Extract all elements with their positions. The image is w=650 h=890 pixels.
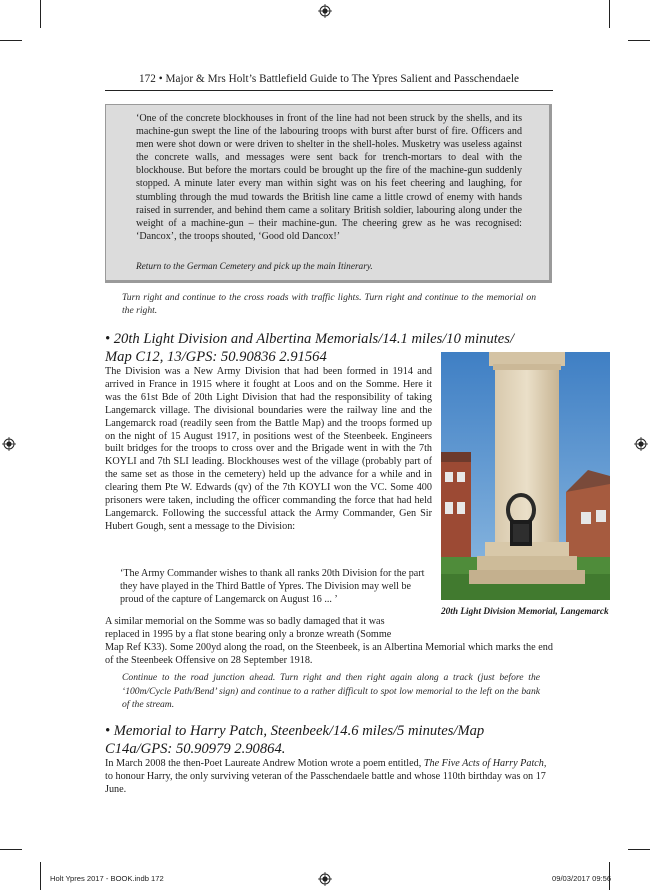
section-heading xyxy=(105,722,565,758)
body-paragraph: Map Ref K33). Some 200yd along the road, on the Steenbeek, is an Albertina Memorial which marks the end of the Steenbeek Offensive on 28 September 1918. xyxy=(105,642,553,666)
direction-note: Turn right and continue to the cross roads with traffic lights. Turn right and continue to the memorial on the right. xyxy=(122,292,536,316)
footer-date-slug: 09/03/2017 09:56 xyxy=(552,874,612,883)
block-quote: ‘The Army Commander wishes to thank all ranks 20th Division for the part they have played in the Third Battle of Ypres. The Division may well be proud of the capture of Langemarck on August 16 ... ’ xyxy=(120,568,425,605)
body-paragraph-line: replaced in 1995 by a flat stone bearing only a bronze wreath (Somme xyxy=(105,629,392,640)
section-heading-line: • Memorial to Harry Patch, Steenbeek/14.6 miles/5 minutes/Map xyxy=(105,723,485,739)
section-heading-line: C14a/GPS: 50.90979 2.90864. xyxy=(105,741,286,757)
section-heading-line: Map C12, 13/GPS: 50.90836 2.91564 xyxy=(105,349,327,365)
direction-note: Continue to the road junction ahead. Turn right and then right again along a track (just before the ‘100m/Cycle Path/Bend’ sign) and continue to a rather difficult to spot low memorial to the left on the bank of the stream. xyxy=(122,672,540,711)
crop-mark xyxy=(628,849,650,850)
quote-box-return-note: Return to the German Cemetery and pick up the main Itinerary. xyxy=(136,262,373,272)
running-head: 172 • Major & Mrs Holt’s Battlefield Guide to The Ypres Salient and Passchendaele xyxy=(138,73,520,85)
memorial-photo xyxy=(441,352,610,600)
body-paragraph-line: A similar memorial on the Somme was so badly damaged that it was xyxy=(105,616,385,627)
section-heading-line: • 20th Light Division and Albertina Memorials/14.1 miles/10 minutes/ xyxy=(105,331,515,347)
crop-mark xyxy=(0,849,22,850)
crop-mark xyxy=(609,0,610,28)
footer-file-slug: Holt Ypres 2017 - BOOK.indb 172 xyxy=(50,874,164,883)
registration-mark-icon xyxy=(2,437,16,451)
crop-mark xyxy=(0,40,22,41)
quote-box-text: ‘One of the concrete blockhouses in front of the line had not been struck by the shells, and its machine-gun swept the line of the labouring troops with burst after burst of fire. Officers and men were shot down or were driven to shelter in the shell-holes. Musketry was useless against the concrete walls, and messages were sent back for trench-mortars to deal with the blockhouse. But before the mortars could be brought up the fire of the machine-gun suddenly stopped. A minute later every man within sight was on his feet cheering and laughing, for stumbling through the mud towards the British line came a little crowd of enemy with hands raised in surrender, and behind them came a solitary British soldier, labouring along under the weight of a machine-gun – their machine-gun. The cheering grew as he was recognised: ‘Dancox’, the troops shouted, ‘Good old Dancox!’ xyxy=(136,113,522,242)
crop-mark xyxy=(40,0,41,28)
memorial-photo-illustration xyxy=(441,352,610,600)
body-text-run: In March 2008 the then-Poet Laureate Andrew Motion wrote a poem entitled, xyxy=(105,758,424,769)
registration-mark-icon xyxy=(318,4,332,18)
registration-mark-icon xyxy=(318,872,332,886)
crop-mark xyxy=(40,862,41,890)
photo-caption: 20th Light Division Memorial, Langemarck xyxy=(441,607,609,617)
body-paragraph: The Division was a New Army Division that had been formed in 1914 and arrived in France in 1915 where it fought at Loos and on the Somme. Here it was the 61st Bde of 20th Light Division that had the responsibility of taking Langemarck village. The divisional boundaries were the railway line and the Langemarck road (readily seen from the Battle Map) and the troops formed up on the night of 15 August 1917, in positions west of the Steenbeek. Engineers built bridges for the troops to cross over and the Brigade went in with the 7th KOYLI and 7th SLI leading. Blockhouses west of the village (probably part of the same set as those in the cemetery) held up the advance for a while and in clearing them Pte W. Edwards (qv) of the 7th KOYLI won the VC. Some 400 prisoners were taken, including the officer commanding the force that had held Langemarck. Following the successful attack the Army Commander, Gen Sir Hubert Gough, sent a message to the Division: xyxy=(105,366,432,532)
crop-mark xyxy=(628,40,650,41)
body-paragraph xyxy=(105,758,553,797)
body-text-run: to honour Harry, the only surviving veteran of the Passchendaele battle and whose 110th birthday was on 17 June. xyxy=(105,770,546,795)
poem-title: The Five Acts of Harry Patch, xyxy=(423,758,547,769)
registration-mark-icon xyxy=(634,437,648,451)
header-rule xyxy=(105,90,553,91)
